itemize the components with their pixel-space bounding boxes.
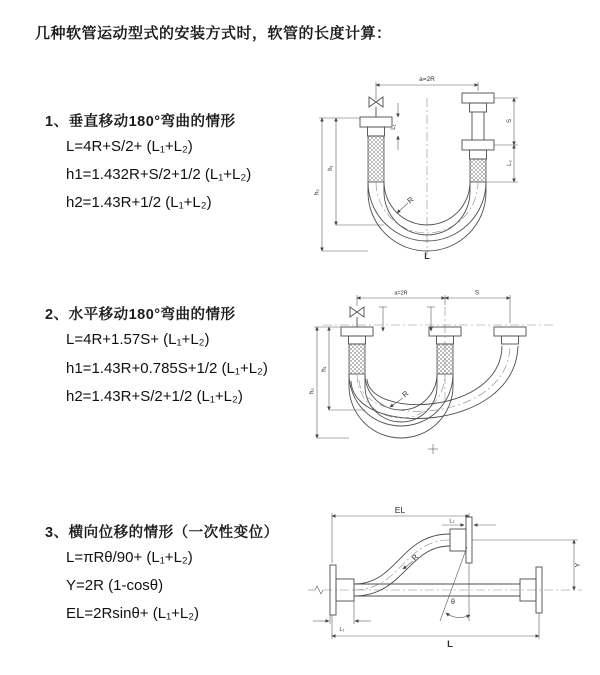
formula-line: L=πRθ/90+ (L₁+L₂) [66,549,193,566]
formula-line: h1=1.432R+S/2+1/2 (L₁+L₂) [66,166,252,183]
dimension-a-2r [376,76,478,100]
formula-line: L=4R+S/2+ (L₁+L₂) [66,138,193,155]
dim-label-h1: h₁ [321,366,328,372]
dim-label-a2r: a=2R [394,290,408,297]
dim-label-h2: h₂ [314,189,321,195]
dim-label-r: R [400,388,411,400]
dim-label-s: S [507,118,513,124]
page-title: 几种软管运动型式的安装方式时，软管的长度计算： [35,25,392,42]
dim-label-l2: L₂ [507,160,513,166]
left-flange [360,117,392,182]
dimension-l [332,613,539,650]
dim-label-l1: L₁ [391,124,397,130]
hose-s-curve [354,534,450,596]
dim-label-l-bottom: L [424,251,430,261]
diagram-vertical-movement-180-bend [308,70,566,262]
dim-label-r: R [405,194,416,206]
dimension-l1 [313,601,371,633]
hose-u-bend-position2 [351,346,518,419]
dim-label-el: EL [394,505,406,515]
dim-label-h1: h₁ [328,165,334,171]
section-1-heading: 1、垂直移动180°弯曲的情形 [45,114,236,130]
right-flange [494,327,526,344]
left-flange [341,327,373,374]
dim-label-s: S [474,290,480,297]
right-flange-assembly [462,93,494,182]
radius-callout [397,195,416,213]
dimension-l1 [391,103,398,150]
dimension-l2 [442,519,496,526]
dim-label-theta: θ [451,599,455,606]
dim-label-a2r: a=2R [419,76,435,83]
middle-flange [429,327,461,374]
diagram-horizontal-movement-180-bend [305,283,567,459]
radius-callout [403,552,421,569]
bottom-tick [428,444,438,454]
dimension-y [472,540,582,590]
diagram-lateral-displacement [300,503,592,650]
dim-label-r: R [409,552,421,563]
section-3-heading: 3、横向位移的情形（一次性变位） [45,525,279,541]
dim-label-h2: h₂ [309,388,316,394]
dim-label-l1: L₁ [339,627,345,633]
hose-u-bend-position1 [349,374,453,438]
formula-line: L=4R+1.57S+ (L₁+L₂) [66,331,210,348]
end-length-arrows [379,307,435,331]
formula-line: Y=2R (1-cosθ) [66,577,164,594]
dim-label-l: L [447,639,453,650]
formula-line: EL=2Rsinθ+ (L₁+L₂) [66,605,200,622]
centerlines [308,586,582,594]
valve-icon [350,307,364,327]
dim-label-l2: L₂ [449,518,455,525]
hose-u-bend [368,182,486,251]
dim-label-y: Y [575,562,582,568]
formula-line: h2=1.43R+1/2 (L₁+L₂) [66,194,212,211]
formula-line: h1=1.43R+0.785S+1/2 (L₁+L₂) [66,360,268,377]
section-2-heading: 2、水平移动180°弯曲的情形 [45,307,236,323]
formula-line: h2=1.43R+S/2+1/2 (L₁+L₂) [66,388,243,405]
